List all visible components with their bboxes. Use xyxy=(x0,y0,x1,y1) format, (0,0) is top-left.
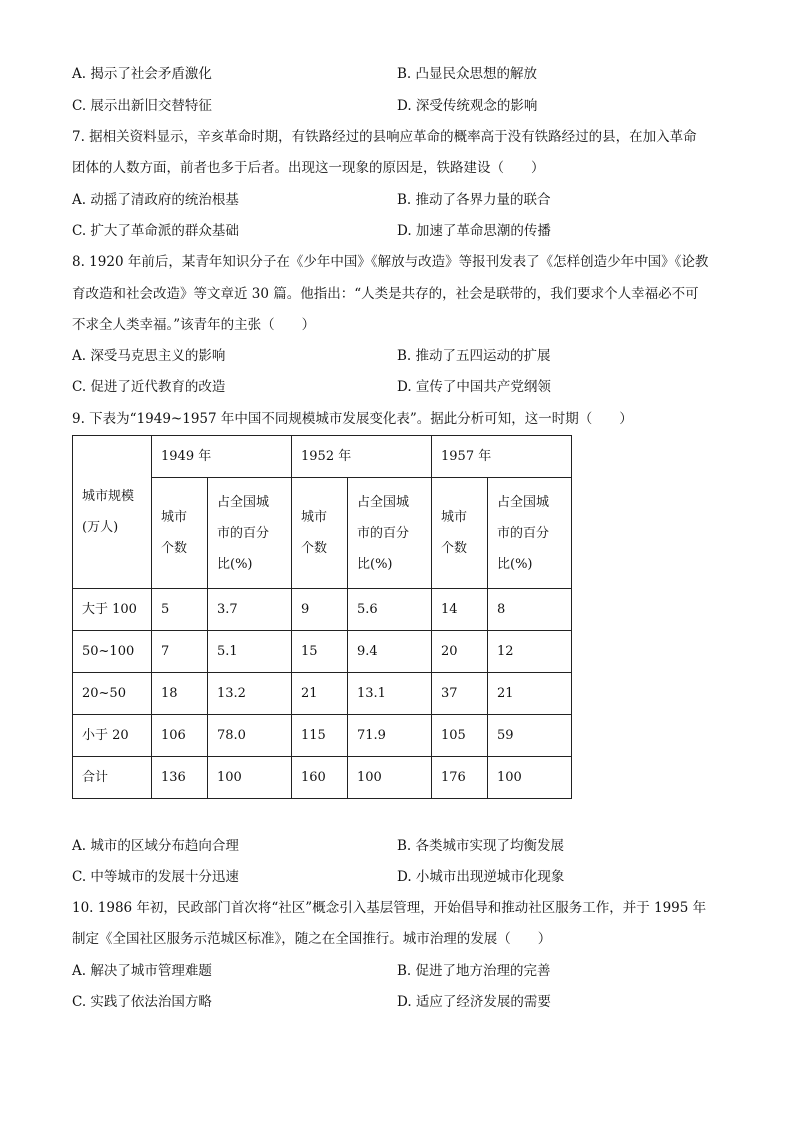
table-cell: 18 xyxy=(152,673,208,715)
q9-stem: 9. 下表为“1949~1957 年中国不同规模城市发展变化表”。据此分析可知，这一时期（ ） xyxy=(72,411,633,427)
table-cell: 12 xyxy=(488,631,572,673)
row-label: 50~100 xyxy=(73,631,152,673)
q7-option-b: B. 推动了各界力量的联合 xyxy=(397,192,551,208)
table-cell: 71.9 xyxy=(348,715,432,757)
table-row xyxy=(73,631,572,673)
table-row xyxy=(73,589,572,631)
corner-header-line-2: (万人) xyxy=(82,520,119,535)
q10-option-c: C. 实践了依法治国方略 xyxy=(72,994,212,1010)
q10-option-b: B. 促进了地方治理的完善 xyxy=(397,963,551,979)
q7-stem-line-2: 团体的人数方面，前者也多于后者。出现这一现象的原因是，铁路建设（ ） xyxy=(72,160,545,176)
subheader-count: 城市 个数 xyxy=(152,478,208,589)
year-header-1952: 1952 年 xyxy=(292,436,432,478)
table-cell: 100 xyxy=(488,757,572,799)
city-scale-table xyxy=(72,435,572,799)
corner-header xyxy=(73,436,152,589)
q8-stem-line-3: 不求全人类幸福。”该青年的主张（ ） xyxy=(72,317,316,333)
table-cell: 176 xyxy=(432,757,488,799)
table-cell: 21 xyxy=(292,673,348,715)
year-header-1949: 1949 年 xyxy=(152,436,292,478)
q10-stem-line-1: 10. 1986 年初，民政部门首次将“社区”概念引入基层管理，开始倡导和推动社区服务工作，并于 1995 年 xyxy=(72,900,707,916)
q6-option-a: A. 揭示了社会矛盾激化 xyxy=(72,66,212,82)
q8-option-c: C. 促进了近代教育的改造 xyxy=(72,379,226,395)
table-cell: 160 xyxy=(292,757,348,799)
table-cell: 8 xyxy=(488,589,572,631)
q9-option-d: D. 小城市出现逆城市化现象 xyxy=(397,869,565,885)
table-cell: 106 xyxy=(152,715,208,757)
table-cell: 100 xyxy=(208,757,292,799)
table-cell: 13.2 xyxy=(208,673,292,715)
table-cell: 3.7 xyxy=(208,589,292,631)
table-cell: 115 xyxy=(292,715,348,757)
q6-option-b: B. 凸显民众思想的解放 xyxy=(397,66,538,82)
subheader-percent: 占全国城 市的百分 比(%) xyxy=(208,478,292,589)
row-label: 20~50 xyxy=(73,673,152,715)
q8-option-a: A. 深受马克思主义的影响 xyxy=(72,348,226,364)
q7-option-a: A. 动摇了清政府的统治根基 xyxy=(72,192,239,208)
row-label: 合计 xyxy=(73,757,152,799)
table-cell: 78.0 xyxy=(208,715,292,757)
table-cell: 37 xyxy=(432,673,488,715)
q10-option-d: D. 适应了经济发展的需要 xyxy=(397,994,551,1010)
table-cell: 105 xyxy=(432,715,488,757)
row-label: 大于 100 xyxy=(73,589,152,631)
q7-option-d: D. 加速了革命思潮的传播 xyxy=(397,223,551,239)
q7-stem-line-1: 7. 据相关资料显示，辛亥革命时期，有铁路经过的县响应革命的概率高于没有铁路经过的县，在加入革命 xyxy=(72,129,697,145)
table-cell: 5.1 xyxy=(208,631,292,673)
table-row xyxy=(73,757,572,799)
year-header-1957: 1957 年 xyxy=(432,436,572,478)
subheader-count: 城市 个数 xyxy=(432,478,488,589)
table-cell: 14 xyxy=(432,589,488,631)
q9-option-c: C. 中等城市的发展十分迅速 xyxy=(72,869,239,885)
q8-option-d: D. 宣传了中国共产党纲领 xyxy=(397,379,551,395)
table-cell: 15 xyxy=(292,631,348,673)
table-cell: 7 xyxy=(152,631,208,673)
table-cell: 100 xyxy=(348,757,432,799)
table-cell: 13.1 xyxy=(348,673,432,715)
subheader-percent: 占全国城 市的百分 比(%) xyxy=(348,478,432,589)
row-label: 小于 20 xyxy=(73,715,152,757)
q9-option-a: A. 城市的区域分布趋向合理 xyxy=(72,838,239,854)
table-cell: 21 xyxy=(488,673,572,715)
table-cell: 9.4 xyxy=(348,631,432,673)
table-row xyxy=(73,715,572,757)
table-cell: 20 xyxy=(432,631,488,673)
q8-option-b: B. 推动了五四运动的扩展 xyxy=(397,348,551,364)
corner-header-line-1: 城市规模 xyxy=(82,489,135,504)
subheader-count: 城市 个数 xyxy=(292,478,348,589)
q6-option-c: C. 展示出新旧交替特征 xyxy=(72,98,212,114)
q8-stem-line-1: 8. 1920 年前后，某青年知识分子在《少年中国》《解放与改造》等报刊发表了《怎样创造少年中国》《论教 xyxy=(72,254,709,270)
subheader-percent: 占全国城 市的百分 比(%) xyxy=(488,478,572,589)
table-cell: 5.6 xyxy=(348,589,432,631)
q7-option-c: C. 扩大了革命派的群众基础 xyxy=(72,223,239,239)
q8-stem-line-2: 育改造和社会改造》等文章近 30 篇。他指出：“人类是共存的，社会是联带的，我们要求个人幸福必不可 xyxy=(72,286,699,302)
table-cell: 136 xyxy=(152,757,208,799)
table-year-header-row xyxy=(73,436,572,478)
q10-stem-line-2: 制定《全国社区服务示范城区标准》，随之在全国推行。城市治理的发展（ ） xyxy=(72,931,552,947)
q6-option-d: D. 深受传统观念的影响 xyxy=(397,98,538,114)
table-cell: 9 xyxy=(292,589,348,631)
table-cell: 59 xyxy=(488,715,572,757)
table-row xyxy=(73,673,572,715)
table-cell: 5 xyxy=(152,589,208,631)
q10-option-a: A. 解决了城市管理难题 xyxy=(72,963,212,979)
q9-option-b: B. 各类城市实现了均衡发展 xyxy=(397,838,565,854)
